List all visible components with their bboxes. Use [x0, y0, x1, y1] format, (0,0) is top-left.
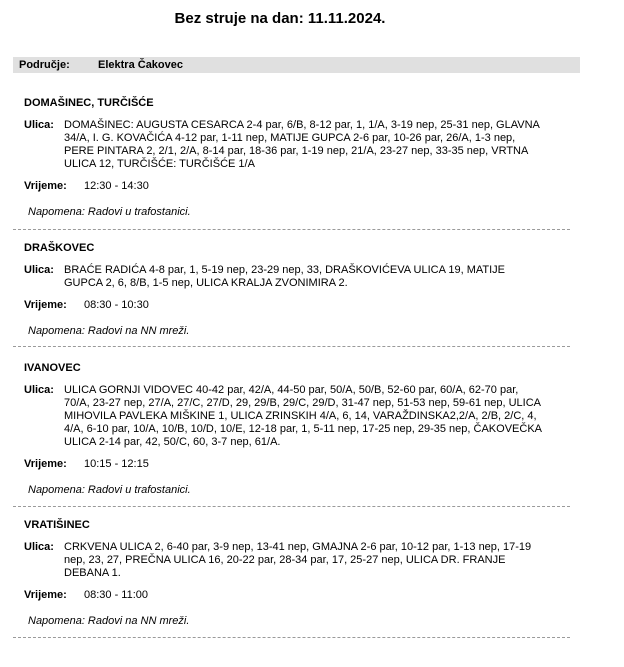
page-title: Bez struje na dan: 11.11.2024. [174, 10, 386, 27]
time-value: 08:30 - 10:30 [84, 299, 149, 311]
section-note: Napomena: Radovi na NN mreži. [28, 615, 190, 627]
section-note: Napomena: Radovi u trafostanici. [28, 484, 191, 496]
time-value: 08:30 - 11:00 [84, 589, 149, 601]
streets-value: BRAĆE RADIĆA 4-8 par, 1, 5-19 nep, 23-29 nep, 33, DRAŠKOVIĆEVA ULICA 19, MATIJE GUPCA 2, 6, 8/B, 1-5 nep, ULICA KRALJA ZVONIMIRA 2. [64, 264, 506, 289]
section-title: DRAŠKOVEC [24, 242, 95, 254]
section-title: DOMAŠINEC, TURČIŠĆE [24, 97, 154, 109]
streets-value: CRKVENA ULICA 2, 6-40 par, 3-9 nep, 13-41 nep, GMAJNA 2-6 par, 10-12 par, 1-13 nep, 17-19 nep, 23, 27, PREČNA ULICA 16, 20-22 par, 28-34 par, 17, 25-27 nep, ULICA DR. FRANJE DEBANA 1. [64, 541, 532, 579]
section-divider [13, 346, 570, 347]
streets-value: ULICA GORNJI VIDOVEC 40-42 par, 42/A, 44-50 par, 50/A, 50/B, 52-60 par, 60/A, 62-70 par, 70/A, 23-27 nep, 27/A, 27/C, 27/D, 29, 29/B, 29/C, 29/D, 31-47 nep, 51-53 nep, 59-61 nep, ULICA MIHOVILA PAVLEKA MIŠKINE 1, ULICA ZRINSKIH 4/A, 6, 14, VARAŽDINSKA2,2/A, 2/B, 2/C, 4, 4/A, 6-10 par, 10/A, 10/B, 10/D, 10/E, 12-18 par, 1, 5-11 nep, 17-25 nep, 29-35 nep, ČAKOVEČKA ULICA 2-14 par, 42, 50/C, 60, 3-7 nep, 61/A. [64, 384, 542, 448]
time-value: 12:30 - 14:30 [84, 180, 149, 192]
outage-section [24, 362, 572, 497]
region-label: Područje: [19, 59, 70, 71]
streets-label: Ulica: [24, 384, 54, 396]
streets-label: Ulica: [24, 264, 54, 276]
time-label: Vrijeme: [24, 458, 67, 470]
section-divider [13, 229, 570, 230]
time-label: Vrijeme: [24, 180, 67, 192]
time-value: 10:15 - 12:15 [84, 458, 149, 470]
outage-section [24, 242, 572, 338]
streets-label: Ulica: [24, 119, 54, 131]
section-divider [13, 637, 570, 638]
section-title: VRATIŠINEC [24, 519, 90, 531]
section-divider [13, 506, 570, 507]
section-note: Napomena: Radovi na NN mreži. [28, 325, 190, 337]
outage-section [24, 97, 572, 219]
region-bar [13, 57, 580, 73]
time-label: Vrijeme: [24, 299, 67, 311]
section-title: IVANOVEC [24, 362, 81, 374]
region-value: Elektra Čakovec [98, 59, 183, 71]
time-label: Vrijeme: [24, 589, 67, 601]
streets-value: DOMAŠINEC: AUGUSTA CESARCA 2-4 par, 6/B, 8-12 par, 1, 1/A, 3-19 nep, 25-31 nep, GLAVNA 34/A, I. G. KOVAČIĆA 4-12 par, 1-11 nep, MATIJE GUPCA 2-6 par, 10-26 par, 26/A, 1-3 nep, PERE PINTARA 2, 2/1, 2/A, 8-14 par, 18-36 par, 1-19 nep, 21/A, 23-27 nep, 33-35 nep, VRTNA ULICA 12, TURČIŠĆE: TURČIŠĆE 1/A [64, 119, 540, 170]
streets-label: Ulica: [24, 541, 54, 553]
section-note: Napomena: Radovi u trafostanici. [28, 206, 191, 218]
outage-section [24, 519, 572, 628]
